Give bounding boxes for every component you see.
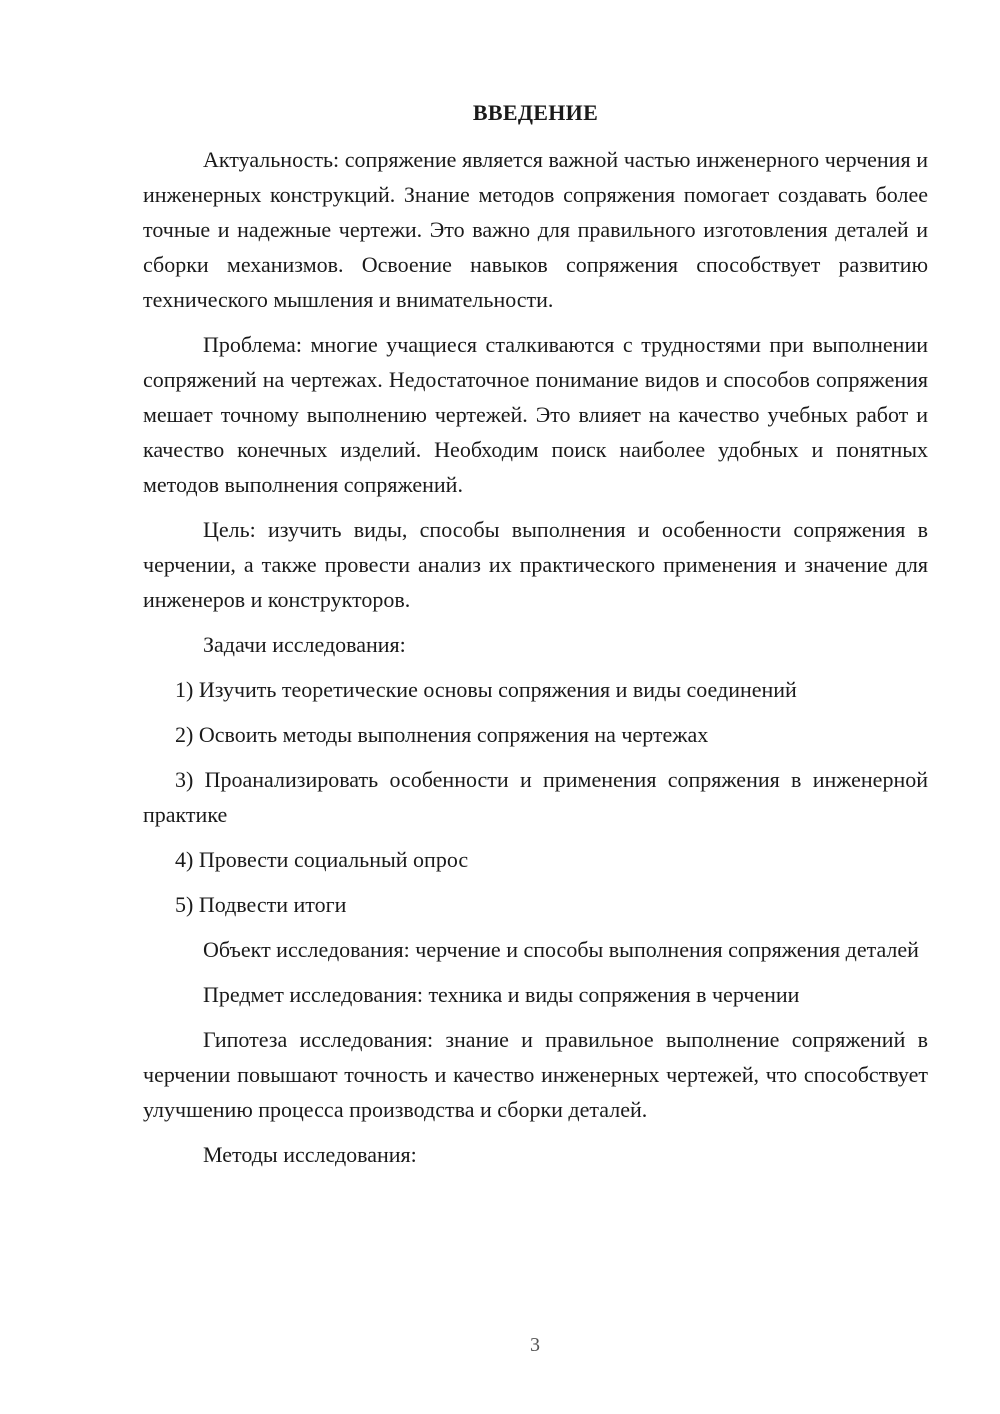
- task-item-1: 1) Изучить теоретические основы сопряжения и виды соединений: [175, 677, 797, 702]
- problem-paragraph: Проблема: многие учащиеся сталкиваются с трудностями при выполнении сопряжений на чертежах. Недостаточное понимание видов и способов сопряжения мешает точному выполнению чертежей. Это влияет на качество учебных работ и качество конечных изделий. Необходим поиск наиболее удобных и понятных методов выполнения сопряжений.: [143, 332, 928, 497]
- hypothesis-paragraph: Гипотеза исследования: знание и правильное выполнение сопряжений в черчении повышают точность и качество инженерных чертежей, что способствует улучшению процесса производства и сборки деталей.: [143, 1027, 928, 1122]
- task-item-4: 4) Провести социальный опрос: [175, 847, 469, 872]
- document-page: [143, 95, 928, 1182]
- task-item-3: 3) Проанализировать особенности и применения сопряжения в инженерной практике: [143, 767, 928, 827]
- methods-heading: Методы исследования:: [203, 1142, 417, 1167]
- relevance-paragraph: Актуальность: сопряжение является важной частью инженерного черчения и инженерных конструкций. Знание методов сопряжения помогает создавать более точные и надежные чертежи. Это важно для правильного изготовления деталей и сборки механизмов. Освоение навыков сопряжения способствует развитию технического мышления и внимательности.: [143, 147, 928, 312]
- object-paragraph: Объект исследования: черчение и способы выполнения сопряжения деталей: [203, 937, 919, 962]
- page-number: 3: [530, 1334, 540, 1356]
- task-item-5: 5) Подвести итоги: [175, 892, 347, 917]
- tasks-heading: Задачи исследования:: [203, 632, 406, 657]
- task-item-2: 2) Освоить методы выполнения сопряжения на чертежах: [175, 722, 709, 747]
- subject-paragraph: Предмет исследования: техника и виды сопряжения в черчении: [203, 982, 800, 1007]
- section-title: ВВЕДЕНИЕ: [472, 100, 599, 125]
- goal-paragraph: Цель: изучить виды, способы выполнения и особенности сопряжения в черчении, а также провести анализ их практического применения и значение для инженеров и конструкторов.: [143, 517, 928, 612]
